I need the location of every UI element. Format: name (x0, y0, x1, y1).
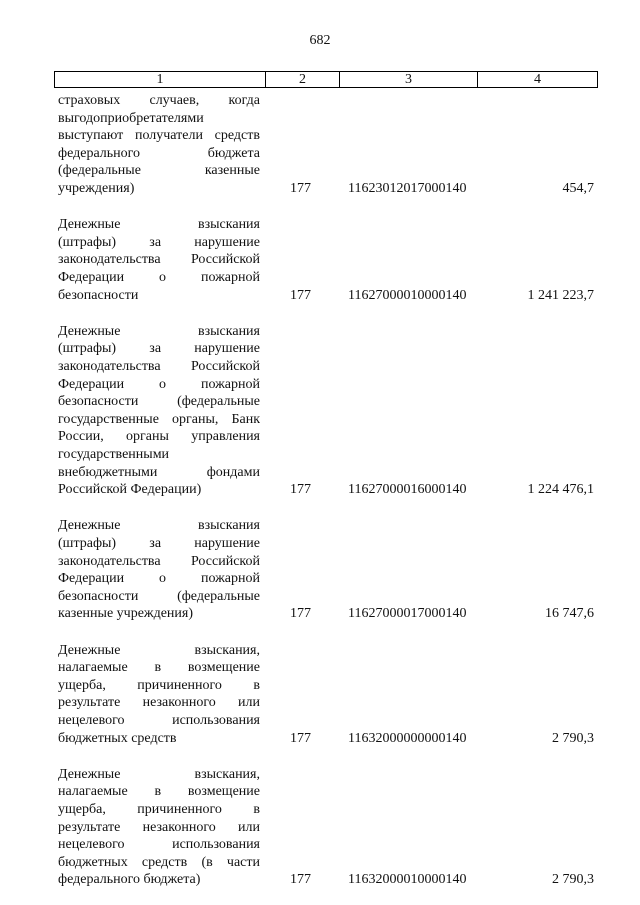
description-line: безопасности (федеральные (58, 394, 260, 410)
row-amount: 1 241 223,7 (527, 287, 594, 303)
description-line: федерального бюджета (58, 145, 260, 161)
description-line: ущерба, причиненного в (58, 801, 260, 817)
description-line: результате незаконного или (58, 819, 260, 835)
description-line: (штрафы) за нарушение (58, 535, 260, 551)
row-amount: 16 747,6 (545, 606, 594, 622)
row-chapter: 177 (290, 730, 311, 746)
description-line: Российской Федерации) (58, 482, 202, 498)
row-description (58, 642, 260, 748)
row-chapter: 177 (290, 287, 311, 303)
row-code: 11623012017000140 (348, 181, 467, 196)
description-line: законодательства Российской (58, 252, 260, 268)
description-line: нецелевого использования (58, 712, 260, 728)
description-line: страховых случаев, когда (58, 93, 260, 108)
description-line: безопасности (58, 287, 139, 303)
description-line: Денежные взыскания, (58, 642, 260, 658)
row-chapter: 177 (290, 606, 311, 622)
description-line: бюджетных средств (58, 730, 177, 746)
description-line: государственными (58, 446, 170, 462)
description-line: законодательства Российской (58, 358, 260, 374)
row-chapter: 177 (290, 872, 311, 888)
row-code: 11627000016000140 (348, 482, 467, 498)
description-line: налагаемые в возмещение (58, 660, 260, 676)
description-line: внебюджетными фондами (58, 464, 260, 480)
row-code: 11627000010000140 (348, 287, 467, 303)
description-line: Денежные взыскания (58, 217, 260, 233)
table-header (54, 71, 598, 88)
row-chapter: 177 (290, 181, 311, 196)
description-line: законодательства Российской (58, 553, 260, 569)
description-line: Денежные взыскания, (58, 766, 260, 782)
description-line: федерального бюджета) (58, 872, 201, 888)
header-col-4: 4 (534, 72, 541, 87)
header-col-2: 2 (266, 72, 340, 87)
row-description (58, 517, 260, 623)
row-code: 11632000000000140 (348, 730, 467, 746)
description-line: Федерации о пожарной (58, 376, 260, 392)
header-col-1: 1 (55, 72, 266, 87)
header-col-3: 3 (340, 72, 478, 87)
description-line: Денежные взыскания (58, 323, 260, 339)
description-line: безопасности (федеральные (58, 588, 260, 604)
row-description (58, 92, 260, 198)
description-line: Денежные взыскания (58, 518, 260, 534)
description-line: налагаемые в возмещение (58, 784, 260, 800)
description-line: учреждения) (58, 180, 135, 196)
row-code: 11632000010000140 (348, 872, 467, 888)
description-line: выступают получатели средств (58, 128, 260, 144)
description-line: ущерба, причиненного в (58, 677, 260, 693)
description-line: России, органы управления (58, 429, 260, 445)
description-line: результате незаконного или (58, 695, 260, 711)
row-amount: 2 790,3 (552, 872, 594, 888)
row-description (58, 216, 260, 304)
row-description (58, 766, 260, 889)
description-line: бюджетных средств (в части (58, 854, 260, 870)
row-code: 11627000017000140 (348, 606, 467, 622)
description-line: Федерации о пожарной (58, 571, 260, 587)
row-chapter: 177 (290, 482, 311, 498)
description-line: (федеральные казенные (58, 163, 260, 179)
row-amount: 2 790,3 (552, 730, 594, 746)
description-line: (штрафы) за нарушение (58, 341, 260, 357)
page-number: 682 (309, 33, 331, 48)
row-amount: 1 224 476,1 (527, 482, 594, 498)
row-description (58, 323, 260, 499)
row-amount: 454,7 (562, 181, 594, 196)
description-line: выгодоприобретателями (58, 110, 204, 126)
description-line: нецелевого использования (58, 837, 260, 853)
description-line: казенные учреждения) (58, 606, 194, 622)
description-line: государственные органы, Банк (58, 411, 260, 427)
description-line: Федерации о пожарной (58, 269, 260, 285)
description-line: (штрафы) за нарушение (58, 234, 260, 250)
